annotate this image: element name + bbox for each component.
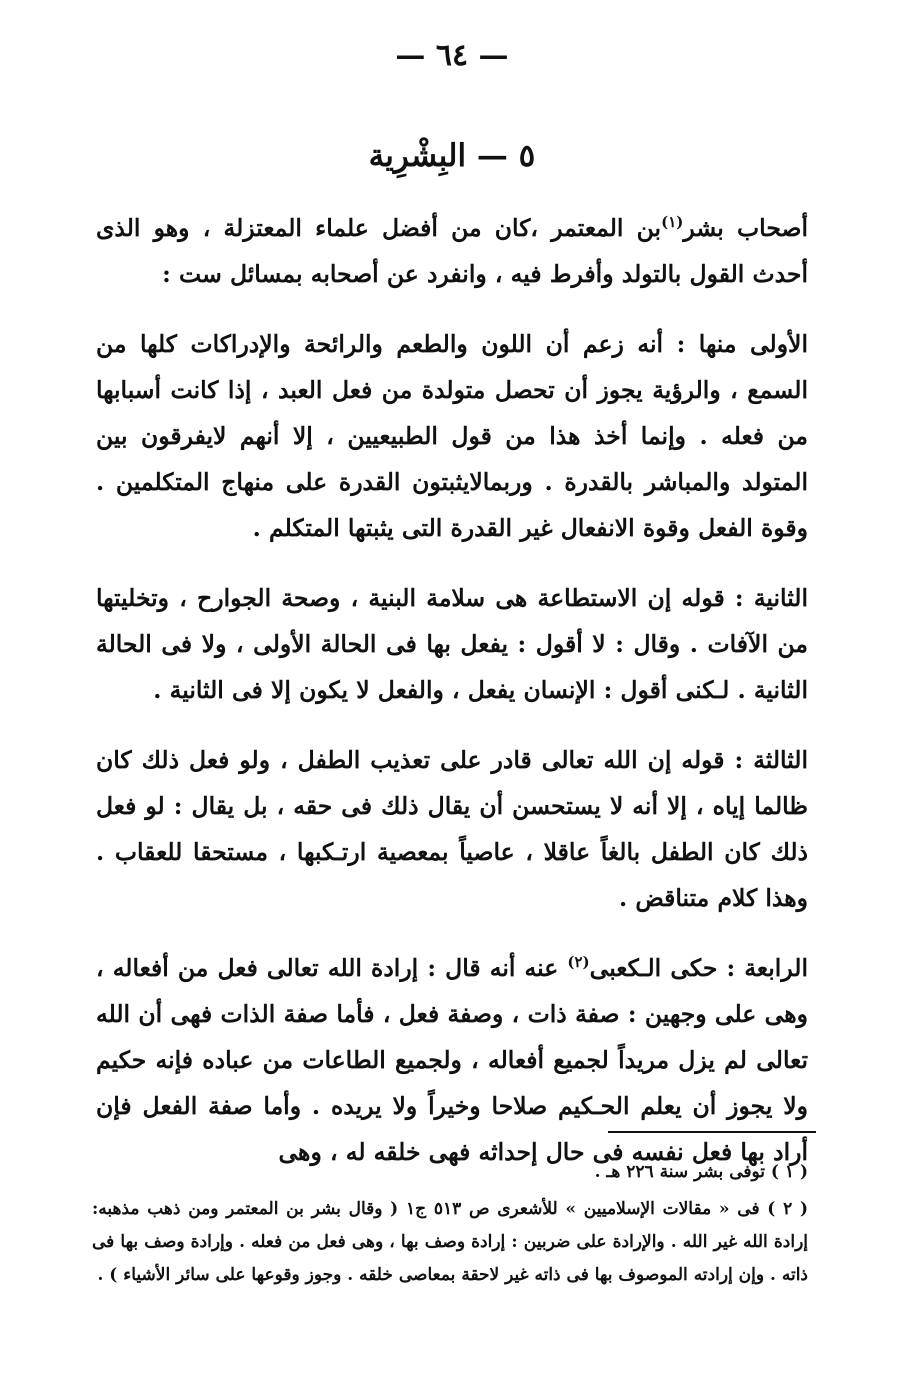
footnote-ref-2: (٢) <box>567 953 590 972</box>
footnote-divider <box>608 1131 816 1133</box>
footnote-2: ( ٢ ) فى « مقالات الإسلاميين » للأشعرى ص ٥١٣ ج١ ( وقال بشر بن المعتمر ومن ذهب مذهبه: إرادة الله غير الله . والإرادة على ضربين : إرادة وصف بها ، وهى فعل من فعله . وإرادة وصف بها فى ذاته . وإن إرادته الموصوف بها فى ذاته غير لاحقة بمعاصى خلقه . وجوز وقوعها على سائر الأشياء ) . <box>92 1199 808 1285</box>
paragraph-second-issue: الثانية : قوله إن الاستطاعة هى سلامة البنية ، وصحة الجوارح ، وتخليتها من الآفات . وقال : لا أقول : يفعل بها فى الحالة الأولى ، ولا فى الحالة الثانية . لـكنى أقول : الإنسان يفعل ، والفعل لا يكون إلا فى الثانية . <box>96 584 808 704</box>
main-text <box>96 205 808 1199</box>
paragraph-intro-lead: أصحاب بشر <box>683 214 808 242</box>
footnotes <box>92 1156 808 1296</box>
section-title: ٥ — البِشْرِية <box>368 138 536 174</box>
footnote-ref-1: (١) <box>661 213 684 232</box>
paragraph-first-issue: الأولى منها : أنه زعم أن اللون والطعم والرائحة والإدراكات كلها من السمع ، والرؤية يجوز أن تحصل متولدة من فعل العبد ، إذا كانت أسبابها من فعله . وإنما أخذ هذا من قول الطبيعيين ، إلا أنهم لايفرقون بين المتولد والمباشر بالقدرة . وربمالايثبتون القدرة على منهاج المتكلمين . وقوة الفعل وقوة الانفعال غير القدرة التى يثبتها المتكلم . <box>96 330 808 542</box>
paragraph-fourth-lead: الرابعة : حكى الـكعبى <box>589 954 808 982</box>
footnote-1: ( ١ ) توفى بشر سنة ٢٢٦ هـ . <box>594 1162 808 1182</box>
paragraph-intro-rest: بن المعتمر ،كان من أفضل علماء المعتزلة ، وهو الذى أحدث القول بالتولد وأفرط فيه ، وانفرد عن أصحابه بمسائل ست : <box>96 214 808 288</box>
paragraph-fourth-rest: عنه أنه قال : إرادة الله تعالى فعل من أفعاله ، وهى على وجهين : صفة ذات ، وصفة فعل ، فأما صفة الذات فهى أن الله تعالى لم يزل مريداً لجميع أفعاله ، ولجميع الطاعات من عباده فإنه حكيم ولا يجوز أن يعلم الحـكيم صلاحا وخيراً ولا يريده . وأما صفة الفعل فإن أراد بها فعل نفسه فى حال إحداثه فهى خلقه له ، وهى <box>96 954 808 1166</box>
paragraph-intro <box>96 205 808 297</box>
paragraph-fourth-issue <box>96 945 808 1175</box>
page-number: — ٦٤ — <box>395 38 509 73</box>
paragraph-third-issue: الثالثة : قوله إن الله تعالى قادر على تعذيب الطفل ، ولو فعل ذلك كان ظالما إياه ، إلا أنه لا يستحسن أن يقال ذلك فى حقه ، بل يقال : لو فعل ذلك كان الطفل بالغاً عاقلا ، عاصياً بمعصية ارتـكبها ، مستحقا للعقاب . وهذا كلام متناقض . <box>96 746 808 912</box>
